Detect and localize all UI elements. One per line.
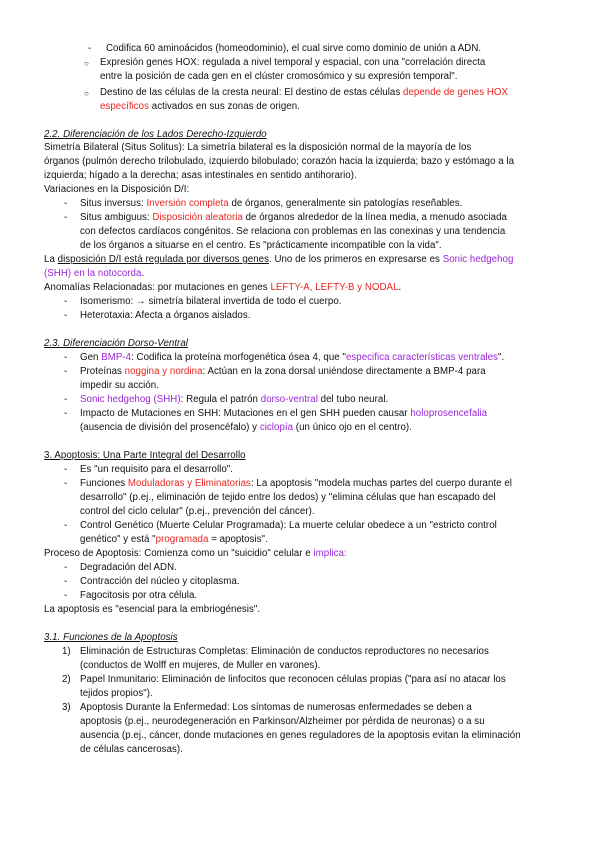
list-item-line: de los órganos a situarse en el centro. Es "prácticamente incompatible con la vida". bbox=[80, 240, 442, 251]
intro-line: entre la posición de cada gen en el clúster cromosómico y su expresión temporal". bbox=[100, 71, 458, 82]
list-item-line: con defectos cardíacos congénitos. Se relaciona con problemas en las conexinas y una tendencia bbox=[80, 226, 506, 237]
bullet-dash: - bbox=[64, 590, 68, 601]
bullet-dash: - bbox=[64, 576, 68, 587]
bullet-dash: - bbox=[64, 464, 68, 475]
bullet-dash: - bbox=[64, 562, 68, 573]
list-item: Sonic hedgehog (SHH): Regula el patrón dorso-ventral del tubo neural. bbox=[80, 394, 389, 405]
list-item: Es "un requisito para el desarrollo". bbox=[80, 464, 234, 475]
numbered-item: Apoptosis Durante la Enfermedad: Los síntomas de numerosas enfermedades se deben a bbox=[80, 702, 472, 713]
list-item: Gen BMP-4: Codifica la proteína morfogenética ósea 4, que "especifica características ventrales". bbox=[80, 352, 505, 363]
bullet-circle: ○ bbox=[84, 89, 89, 98]
list-number: 3) bbox=[62, 702, 71, 713]
list-item: Isomerismo: → simetría bilateral invertida de todo el cuerpo. bbox=[80, 296, 342, 307]
section-heading: 3.1. Funciones de la Apoptosis bbox=[44, 632, 178, 643]
list-number: 1) bbox=[62, 646, 71, 657]
section-heading: 3. Apoptosis: Una Parte Integral del Desarrollo bbox=[44, 450, 246, 461]
numbered-item-line: de células cancerosas). bbox=[80, 744, 183, 755]
bullet-circle: ○ bbox=[84, 59, 89, 68]
bullet-dash: - bbox=[64, 478, 68, 489]
list-item: Funciones Moduladoras y Eliminatorias: La apoptosis "modela muchas partes del cuerpo durante el bbox=[80, 478, 512, 489]
list-item: Control Genético (Muerte Celular Programada): La muerte celular obedece a un "estricto control bbox=[80, 520, 497, 531]
numbered-item-line: ausencia (p.ej., cáncer, donde mutaciones en genes reguladores de la apoptosis evitan la eliminación bbox=[80, 730, 521, 741]
bullet-dash: - bbox=[64, 520, 68, 531]
list-item: Situs ambiguus: Disposición aleatoria de órganos alrededor de la línea media, a menudo asociada bbox=[80, 212, 507, 223]
list-item: Heterotaxia: Afecta a órganos aislados. bbox=[80, 310, 251, 321]
section-heading: 2.3. Diferenciación Dorso-Ventral bbox=[44, 338, 188, 349]
list-item-line: control del ciclo celular" (p.ej., prevención del cáncer). bbox=[80, 506, 315, 517]
paragraph-line: órganos (pulmón derecho trilobulado, izquierdo bilobulado; corazón hacia la izquierda; bazo y estómago a la bbox=[44, 156, 515, 167]
intro-line: Codifica 60 aminoácidos (homeodominio), el cual sirve como dominio de unión a ADN. bbox=[106, 43, 482, 54]
paragraph-line: izquierda; hígado a la derecha; asas intestinales en sentido antihorario). bbox=[44, 170, 357, 181]
list-item: Fagocitosis por otra célula. bbox=[80, 590, 198, 601]
intro-line: Destino de las células de la cresta neural: El destino de estas células depende de genes HOX bbox=[100, 87, 508, 98]
bullet-dash: - bbox=[64, 310, 68, 321]
paragraph-line: (SHH) en la notocorda. bbox=[44, 268, 145, 279]
bullet-dash: - bbox=[64, 352, 68, 363]
list-item: Situs inversus: Inversión completa de órganos, generalmente sin patologías reseñables. bbox=[80, 198, 463, 209]
list-item-line: impedir su acción. bbox=[80, 380, 159, 391]
paragraph-line: Anomalías Relacionadas: por mutaciones en genes LEFTY-A, LEFTY-B y NODAL. bbox=[44, 282, 402, 293]
paragraph-line: Simetría Bilateral (Situs Solitus): La simetría bilateral es la disposición normal de la mayoría de los bbox=[44, 142, 472, 153]
paragraph-line: La disposición D/I está regulada por diversos genes. Uno de los primeros en expresarse es Sonic hedgehog bbox=[44, 254, 514, 265]
list-item-line: desarrollo" (p.ej., eliminación de tejido entre los dedos) y "elimina células que han escapado del bbox=[80, 492, 496, 503]
bullet-dash: - bbox=[64, 408, 68, 419]
list-item: Contracción del núcleo y citoplasma. bbox=[80, 576, 240, 587]
list-number: 2) bbox=[62, 674, 71, 685]
list-item: Proteínas noggina y nordina: Actúan en la zona dorsal uniéndose directamente a BMP-4 para bbox=[80, 366, 486, 377]
list-item-line: genético" y está "programada = apoptosis". bbox=[80, 534, 268, 545]
list-item: Impacto de Mutaciones en SHH: Mutaciones en el gen SHH pueden causar holoprosencefalia bbox=[80, 408, 488, 419]
bullet-dash: - bbox=[64, 394, 68, 405]
bullet-dash: - bbox=[88, 43, 92, 54]
intro-line: específicos activados en sus zonas de origen. bbox=[100, 101, 300, 112]
list-item: Degradación del ADN. bbox=[80, 562, 177, 573]
numbered-item: Eliminación de Estructuras Completas: Eliminación de conductos reproductores no necesarios bbox=[80, 646, 489, 657]
numbered-item: Papel Inmunitario: Eliminación de linfocitos que reconocen células propias ("para así no atacar los bbox=[80, 674, 506, 685]
section-heading: 2.2. Diferenciación de los Lados Derecho-Izquierdo bbox=[44, 129, 267, 140]
bullet-dash: - bbox=[64, 296, 68, 307]
list-item-line: (ausencia de división del prosencéfalo) y ciclopía (un único ojo en el centro). bbox=[80, 422, 412, 433]
paragraph-line: La apoptosis es "esencial para la embriogénesis". bbox=[44, 604, 261, 615]
bullet-dash: - bbox=[64, 198, 68, 209]
numbered-item-line: (conductos de Wolff en mujeres, de Muller en varones). bbox=[80, 660, 321, 671]
numbered-item-line: tejidos propios"). bbox=[80, 688, 153, 699]
paragraph-line: Variaciones en la Disposición D/I: bbox=[44, 184, 190, 195]
paragraph-line: Proceso de Apoptosis: Comienza como un "suicidio" celular e implica: bbox=[44, 548, 347, 559]
numbered-item-line: apoptosis (p.ej., neurodegeneración en Parkinson/Alzheimer por pérdida de neuronas) o a su bbox=[80, 716, 485, 727]
intro-line: Expresión genes HOX: regulada a nivel temporal y espacial, con una "correlación directa bbox=[100, 57, 486, 68]
bullet-dash: - bbox=[64, 366, 68, 377]
bullet-dash: - bbox=[64, 212, 68, 223]
